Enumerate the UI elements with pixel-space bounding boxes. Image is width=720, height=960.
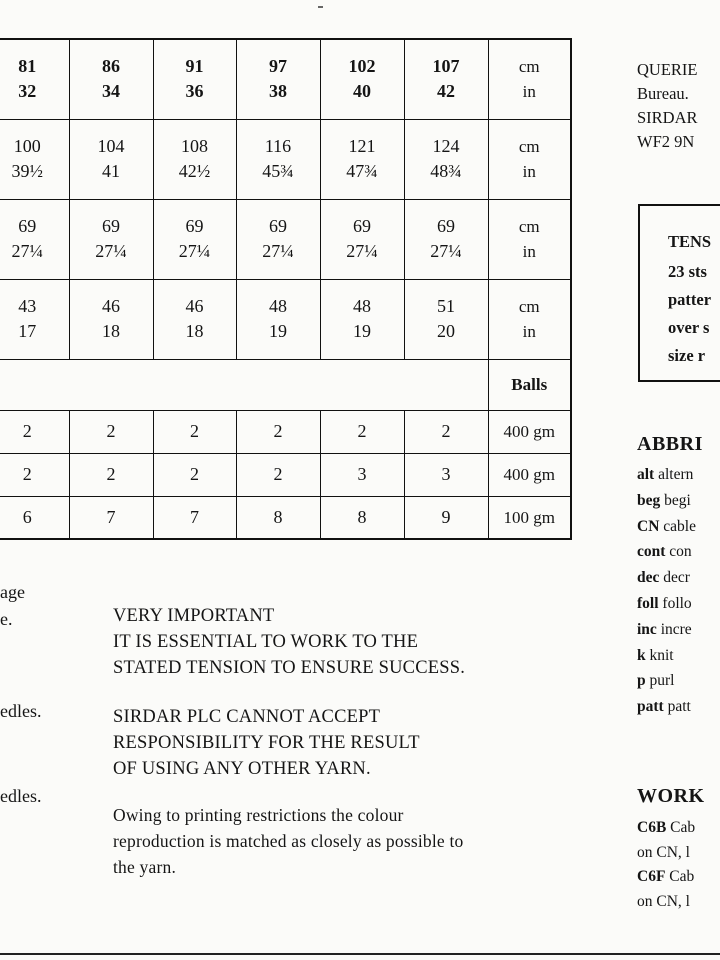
workings-line	[637, 890, 695, 915]
measurement-value: cm	[518, 297, 540, 316]
ball-count: 2	[404, 410, 488, 453]
workings-term: C6B	[637, 819, 667, 836]
workings-line	[637, 841, 695, 866]
measurement-value: 27¼	[430, 241, 462, 261]
measurement-value: 18	[102, 321, 120, 341]
measurement-value: 107	[432, 56, 460, 77]
measurement-value: 34	[102, 81, 120, 102]
ball-count: 2	[153, 410, 236, 453]
measurement-value: 27¼	[346, 241, 378, 261]
abbreviation-term: dec	[637, 569, 660, 587]
workings-text: Cab	[669, 868, 695, 885]
abbreviation-term: beg	[637, 491, 661, 509]
abbreviation-item	[637, 591, 696, 617]
ball-count: 3	[404, 453, 488, 496]
measurement-value: 69	[269, 216, 287, 236]
measurement-cell	[153, 119, 236, 199]
ball-count: 2	[153, 453, 236, 496]
measurement-value: 39½	[11, 161, 43, 181]
ball-count: 2	[69, 453, 153, 496]
measurement-cell	[236, 119, 320, 199]
measurement-cell	[404, 279, 488, 359]
abbreviation-meaning: altern	[658, 466, 694, 483]
measurement-row	[0, 119, 571, 199]
measurement-value: 100	[13, 136, 41, 156]
yarn-weight: 100 gm	[488, 496, 571, 539]
yarn-row	[0, 496, 571, 539]
abbreviation-meaning: decr	[663, 569, 690, 587]
abbreviation-term: cont	[637, 543, 666, 561]
tension-line: 23 sts	[668, 262, 707, 281]
measurement-row	[0, 39, 571, 119]
tension-line: TENS	[668, 232, 712, 251]
measurement-value: 42½	[178, 161, 211, 181]
abbreviation-meaning: con	[669, 543, 692, 561]
stray-mark	[318, 6, 323, 8]
workings-text: on CN, l	[637, 892, 690, 910]
measurement-value: 42	[437, 81, 455, 102]
measurement-value: cm	[518, 137, 540, 156]
ball-count: 3	[320, 453, 404, 496]
workings-heading: WORK	[637, 785, 705, 807]
ball-count: 7	[69, 496, 153, 539]
measurement-value: 69	[18, 216, 37, 236]
measurement-cell	[320, 39, 404, 119]
abbreviation-item	[637, 488, 696, 514]
abbreviation-item	[637, 514, 696, 540]
queries-line: WF2 9N	[637, 132, 695, 151]
measurement-value: 19	[269, 321, 287, 341]
abbreviation-term: patt	[637, 698, 664, 716]
measurement-value: 81	[18, 56, 37, 77]
ball-count: 7	[153, 496, 236, 539]
measurement-value: 51	[437, 296, 455, 316]
measurement-cell	[236, 39, 320, 119]
measurement-value: 102	[348, 56, 376, 77]
abbreviation-item	[637, 668, 696, 694]
measurement-value: 45¾	[262, 161, 294, 181]
measurement-value: in	[522, 322, 536, 341]
abbreviation-item	[637, 617, 696, 643]
tension-line: patter	[668, 290, 712, 309]
measurement-cell	[153, 199, 236, 279]
workings-line	[637, 865, 695, 890]
measurement-row	[0, 199, 571, 279]
measurement-value: 121	[348, 136, 376, 156]
important-heading: VERY IMPORTANT	[113, 606, 275, 626]
measurement-value: in	[522, 162, 536, 181]
measurement-value: 69	[185, 216, 204, 236]
measurement-value: 20	[437, 321, 455, 341]
measurement-value: 27¼	[95, 241, 127, 261]
measurement-cell	[320, 119, 404, 199]
abbreviation-term: alt	[637, 466, 655, 483]
measurement-row	[0, 279, 571, 359]
measurement-value: 48¾	[430, 161, 462, 181]
bottom-rule	[0, 953, 720, 955]
measurement-value: 27¼	[11, 241, 43, 261]
workings-line	[637, 816, 695, 841]
measurement-cell	[236, 199, 320, 279]
measurement-value: 47¾	[346, 161, 378, 181]
measurement-value: 46	[102, 296, 120, 316]
yarn-row	[0, 453, 571, 496]
workings-text: on CN, l	[637, 843, 690, 861]
measurement-value: 36	[185, 81, 204, 102]
measurement-value: in	[522, 82, 536, 102]
measurement-value: 124	[432, 136, 460, 156]
measurement-value: 43	[18, 296, 37, 316]
measurement-value: 17	[18, 321, 37, 341]
measurement-cell	[69, 119, 153, 199]
measurement-value: 69	[437, 216, 455, 236]
queries-block	[637, 58, 720, 154]
queries-line: Bureau.	[637, 84, 689, 103]
measurement-value: 27¼	[262, 241, 294, 261]
measurement-value: 48	[269, 296, 287, 316]
measurement-value: 91	[185, 56, 204, 77]
important-line: IT IS ESSENTIAL TO WORK TO THE	[113, 632, 419, 652]
measurement-value: in	[522, 242, 536, 261]
workings-list	[637, 816, 695, 914]
measurement-value: cm	[518, 217, 540, 236]
unit-cell	[488, 279, 571, 359]
measurement-cell	[404, 39, 488, 119]
blank-cell	[0, 359, 488, 410]
ball-count: 2	[0, 453, 69, 496]
disclaimer-line: RESPONSIBILITY FOR THE RESULT	[113, 733, 420, 753]
unit-cell	[488, 199, 571, 279]
queries-line: QUERIE	[637, 60, 698, 79]
left-fragment: age	[0, 582, 25, 602]
colour-note	[113, 802, 583, 880]
measurement-value: 48	[353, 296, 371, 316]
unit-cell	[488, 39, 571, 119]
colour-note-line: the yarn.	[113, 857, 177, 877]
ball-count: 2	[320, 410, 404, 453]
queries-line: SIRDAR	[637, 108, 698, 127]
yarn-row	[0, 410, 571, 453]
measurement-value: 108	[181, 136, 208, 156]
measurement-value: 41	[102, 161, 120, 181]
abbreviation-meaning: follo	[662, 594, 692, 612]
measurement-cell	[69, 199, 153, 279]
abbreviation-meaning: purl	[649, 672, 675, 690]
tension-box	[638, 204, 720, 382]
measurement-value: 38	[269, 81, 287, 102]
abbreviation-meaning: begi	[664, 491, 691, 509]
abbreviation-term: foll	[637, 594, 659, 612]
important-line: STATED TENSION TO ENSURE SUCCESS.	[113, 658, 466, 678]
abbreviation-meaning: knit	[649, 646, 674, 664]
size-table	[0, 38, 572, 540]
measurement-cell	[320, 279, 404, 359]
unit-cell	[488, 119, 571, 199]
disclaimer-line: OF USING ANY OTHER YARN.	[113, 759, 371, 779]
measurement-cell	[69, 39, 153, 119]
abbreviation-item	[637, 462, 696, 488]
measurement-cell	[404, 199, 488, 279]
tension-line: over s	[668, 318, 710, 337]
measurement-value: 104	[97, 136, 125, 156]
measurement-value: 40	[353, 81, 371, 102]
left-fragment: e.	[0, 609, 13, 629]
abbreviation-meaning: incre	[660, 620, 692, 638]
tension-line: size r	[668, 346, 706, 365]
measurement-value: 46	[185, 296, 204, 316]
abbreviation-term: p	[637, 672, 646, 690]
measurement-value: 97	[269, 56, 287, 77]
left-fragment: edles.	[0, 786, 42, 806]
measurement-cell	[0, 199, 69, 279]
abbreviation-item	[637, 565, 696, 591]
balls-header-row	[0, 359, 571, 410]
measurement-value: 116	[264, 136, 292, 156]
colour-note-line: reproduction is matched as closely as possible to	[113, 831, 464, 851]
measurement-cell	[153, 39, 236, 119]
measurement-value: 69	[102, 216, 120, 236]
abbreviations-heading: ABBRI	[637, 433, 703, 455]
measurement-cell	[0, 279, 69, 359]
disclaimer-line: SIRDAR PLC CANNOT ACCEPT	[113, 707, 381, 727]
measurement-cell	[320, 199, 404, 279]
ball-count: 9	[404, 496, 488, 539]
measurement-value: 18	[185, 321, 204, 341]
ball-count: 2	[236, 453, 320, 496]
balls-header: Balls	[488, 359, 571, 410]
measurement-value: cm	[518, 57, 540, 77]
ball-count: 2	[69, 410, 153, 453]
abbreviation-meaning: patt	[667, 698, 691, 716]
measurement-cell	[404, 119, 488, 199]
important-notice	[113, 603, 588, 880]
abbreviation-item	[637, 539, 696, 565]
workings-text: Cab	[670, 819, 696, 836]
abbreviation-term: inc	[637, 620, 657, 638]
yarn-weight: 400 gm	[488, 453, 571, 496]
measurement-value: 86	[102, 56, 120, 77]
measurement-cell	[153, 279, 236, 359]
measurement-value: 32	[18, 81, 37, 102]
measurement-cell	[0, 119, 69, 199]
ball-count: 8	[236, 496, 320, 539]
abbreviation-meaning: cable	[663, 517, 696, 535]
abbreviation-term: k	[637, 646, 646, 664]
measurement-value: 69	[353, 216, 371, 236]
workings-term: C6F	[637, 868, 666, 885]
measurement-cell	[69, 279, 153, 359]
yarn-weight: 400 gm	[488, 410, 571, 453]
colour-note-line: Owing to printing restrictions the colour	[113, 805, 404, 825]
abbreviation-item	[637, 643, 696, 669]
measurement-value: 19	[353, 321, 371, 341]
measurement-value: 27¼	[178, 241, 211, 261]
measurement-cell	[0, 39, 69, 119]
abbreviations-list	[637, 462, 696, 720]
measurement-cell	[236, 279, 320, 359]
abbreviation-term: CN	[637, 517, 660, 535]
ball-count: 6	[0, 496, 69, 539]
abbreviation-item	[637, 694, 696, 720]
ball-count: 2	[0, 410, 69, 453]
left-fragment: edles.	[0, 701, 42, 721]
ball-count: 8	[320, 496, 404, 539]
ball-count: 2	[236, 410, 320, 453]
